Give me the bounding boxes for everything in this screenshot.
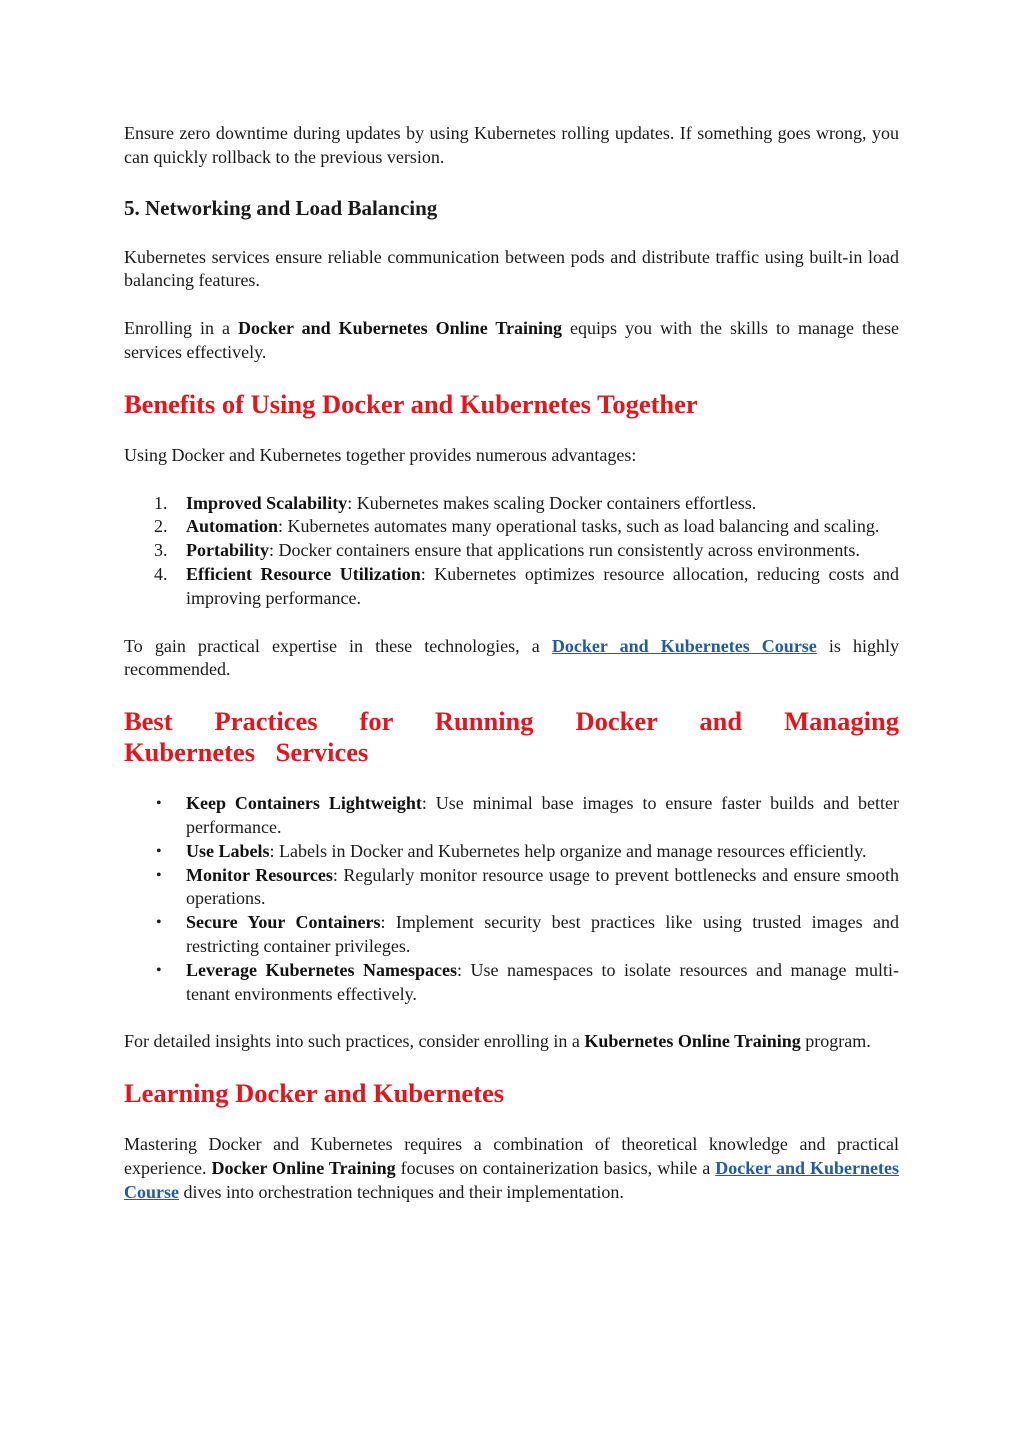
learning-paragraph [124,1133,899,1204]
detail-bold-text: Kubernetes Online Training [584,1031,801,1052]
list-item [124,515,899,539]
list-item [124,492,899,516]
learning-pre-text: Mastering Docker and Kubernetes requires a combination of theoretical knowledge and practical experience. [124,1134,899,1178]
list-item-text: : Kubernetes automates many operational tasks, such as load balancing and scaling. [278,516,880,537]
list-item-text: : Use minimal base images to ensure faster builds and better performance. [186,793,899,837]
list-item-title: Use Labels [186,840,270,861]
list-item [124,563,899,611]
gain-pre-text: To gain practical expertise in these technologies, a [124,635,552,656]
list-item-text: : Labels in Docker and Kubernetes help organize and manage resources efficiently. [269,840,867,861]
document-page [124,122,899,1205]
bullet-icon: • [156,866,162,884]
list-item-title: Portability [186,540,269,561]
gain-expertise-paragraph [124,635,899,683]
list-number: 1. [154,492,168,513]
networking-paragraph: Kubernetes services ensure reliable communication between pods and distribute traffic using built-in load balancing features. [124,246,899,291]
list-item-title: Improved Scalability [186,492,348,513]
learning-heading: Learning Docker and Kubernetes [124,1078,505,1109]
list-item-text: : Implement security best practices like using trusted images and restricting container privileges. [186,912,899,956]
best-practices-list [124,792,899,1006]
benefits-list [124,492,899,611]
best-practices-heading: Best Practices for Running Docker and Managing Kubernetes Services [124,706,899,768]
docker-kubernetes-course-link[interactable]: Docker and Kubernetes Course [551,635,817,656]
list-item-title: Automation [186,516,279,537]
enroll-bold-text: Docker and Kubernetes Online Training [238,318,563,339]
bullet-icon: • [156,914,162,932]
list-item [124,864,899,912]
list-item [124,792,899,840]
detailed-insights-paragraph [124,1030,899,1054]
list-number: 3. [154,540,168,561]
list-number: 2. [154,516,168,537]
learning-post-text: dives into orchestration techniques and their implementation. [179,1181,624,1202]
detail-post-text: program. [800,1031,871,1052]
list-item-title: Secure Your Containers [186,912,381,933]
enroll-pre-text: Enrolling in a [124,318,238,339]
rolling-updates-paragraph: Ensure zero downtime during updates by using Kubernetes rolling updates. If something goes wrong, you can quickly rollback to the previous version. [124,123,899,167]
enroll-paragraph [124,317,899,365]
enroll-post-text: equips you with the skills to manage these services effectively. [124,318,900,362]
list-item-title: Efficient Resource Utilization [186,563,421,584]
list-item-text: : Regularly monitor resource usage to prevent bottlenecks and ensure smooth operations. [186,864,899,909]
list-item [124,911,899,959]
list-number: 4. [154,563,168,584]
list-item [124,539,899,563]
bullet-icon: • [156,795,162,813]
docker-kubernetes-course-link-2[interactable]: Docker and Kubernetes Course [124,1157,899,1202]
list-item-title: Monitor Resources [186,864,333,885]
learning-mid-text: focuses on containerization basics, while a [395,1157,716,1178]
benefits-heading: Benefits of Using Docker and Kubernetes Together [124,388,698,419]
list-item-text: : Kubernetes makes scaling Docker containers effortless. [347,492,757,513]
networking-heading: 5. Networking and Load Balancing [124,195,438,220]
bullet-icon: • [156,842,162,860]
list-item [124,840,899,864]
list-item-text: : Use namespaces to isolate resources and manage multi-tenant environments effectively. [186,959,899,1004]
list-item [124,959,899,1007]
list-item-text: : Docker containers ensure that applications run consistently across environments. [269,540,860,561]
list-item-title: Leverage Kubernetes Namespaces [186,959,457,980]
learning-bold-text: Docker Online Training [211,1157,396,1178]
list-item-title: Keep Containers Lightweight [186,793,422,814]
gain-post-text: is highly recommended. [124,635,899,680]
bullet-icon: • [156,961,162,979]
benefits-intro: Using Docker and Kubernetes together provides numerous advantages: [124,444,637,465]
detail-pre-text: For detailed insights into such practices, consider enrolling in a [124,1031,585,1052]
list-item-text: : Kubernetes optimizes resource allocation, reducing costs and improving performance. [186,563,899,608]
